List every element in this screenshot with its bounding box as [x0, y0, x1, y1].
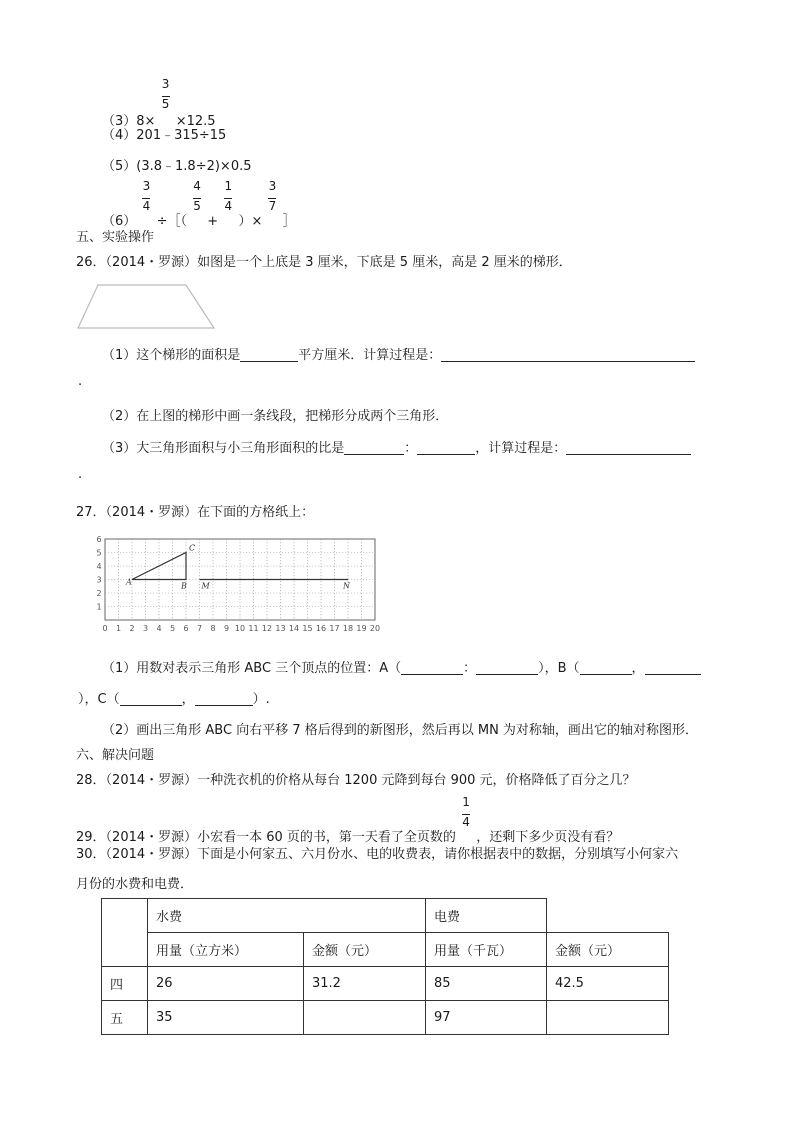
- question-26-part1: （1）这个梯形的面积是 平方厘米．计算过程是：: [102, 344, 695, 363]
- point-label: B: [181, 581, 187, 591]
- point-label: N: [343, 581, 350, 591]
- answer-blank[interactable]: [580, 660, 632, 675]
- fraction: $\frac{1}{4}$: [462, 795, 470, 829]
- point-label: M: [201, 581, 210, 591]
- x-tick-label: 20: [369, 624, 381, 633]
- x-tick-label: 18: [342, 624, 354, 633]
- question-28: 28．（2014・罗源）一种洗衣机的价格从每台 1200 元降到每台 900 元，价格降低了百分之几？: [76, 773, 636, 788]
- answer-blank[interactable]: [417, 440, 475, 455]
- answer-blank[interactable]: [120, 691, 182, 706]
- answer-blank[interactable]: [344, 440, 404, 455]
- punctuation: .: [78, 374, 83, 389]
- question-27-part1: （1）用数对表示三角形 ABC 三个顶点的位置：A（ ： ），B（ ，: [102, 657, 701, 676]
- y-tick-label: 1: [96, 602, 102, 612]
- question-29: 29．（2014・罗源）小宏看一本 60 页的书，第一天看了全页数的 $\frac{1}{4}$ ，还剩下多少页没有看？: [76, 795, 620, 845]
- table-header-row: [102, 933, 669, 967]
- month-cell: 五: [102, 1001, 148, 1035]
- x-tick-label: 10: [234, 624, 246, 633]
- table-row: [102, 1001, 669, 1035]
- answer-blank[interactable]: [240, 347, 298, 362]
- x-tick-label: 4: [156, 624, 162, 633]
- question-26-part2: （2）在上图的梯形中画一条线段，把梯形分成两个三角形．: [102, 409, 449, 424]
- table-cell[interactable]: [547, 1001, 669, 1035]
- question-30-line2: 月份的水费和电费．: [76, 877, 194, 892]
- x-tick-label: 19: [356, 624, 367, 633]
- answer-blank[interactable]: [441, 347, 695, 362]
- x-tick-label: 7: [196, 624, 203, 633]
- section-heading-5: 五、实验操作: [76, 230, 155, 245]
- fee-table: [101, 898, 669, 1035]
- x-tick-label: 14: [288, 624, 300, 633]
- answer-blank[interactable]: [645, 660, 701, 675]
- y-tick-label: 5: [96, 548, 102, 558]
- x-tick-label: 6: [183, 624, 189, 633]
- answer-blank[interactable]: [566, 440, 691, 455]
- answer-blank[interactable]: [195, 691, 253, 706]
- column-header: 金额（元）: [304, 933, 426, 967]
- x-tick-label: 17: [329, 624, 340, 633]
- x-tick-label: 3: [142, 624, 149, 633]
- table-cell: 97: [426, 1001, 547, 1035]
- y-tick-label: 6: [96, 535, 102, 544]
- table-group-row: [102, 899, 669, 933]
- month-cell: 四: [102, 967, 148, 1001]
- section-heading-6: 六、解决问题: [76, 748, 155, 763]
- calc-item-4: （4）201﹣315÷15: [102, 128, 227, 143]
- table-cell[interactable]: [304, 1001, 426, 1035]
- question-27-part2: （2）画出三角形 ABC 向右平移 7 格后得到的新图形，然后再以 MN 为对称轴，画出它的轴对称图形．: [102, 723, 698, 738]
- calc-item-3: （3）8× $\frac{3}{5}$ ×12.5: [102, 77, 216, 129]
- calc-item-5: （5）(3.8﹣1.8÷2)×0.5: [102, 159, 252, 174]
- column-header: 用量（千瓦）: [426, 933, 547, 967]
- answer-blank[interactable]: [401, 660, 463, 675]
- table-corner-cell: [102, 899, 148, 967]
- trapezoid-figure: [74, 282, 219, 332]
- x-tick-label: 5: [169, 624, 176, 633]
- coordinate-grid: [92, 533, 392, 639]
- question-26-stem: 26．（2014・罗源）如图是一个上底是 3 厘米，下底是 5 厘米，高是 2 厘米的梯形．: [76, 255, 572, 270]
- x-tick-label: 12: [261, 624, 273, 633]
- y-tick-label: 3: [96, 575, 102, 585]
- fraction: $\frac{3}{5}$: [161, 77, 170, 111]
- table-cell: 26: [148, 967, 304, 1001]
- table-cell: 35: [148, 1001, 304, 1035]
- water-group-header: 水费: [148, 899, 426, 933]
- x-tick-label: 1: [115, 624, 122, 633]
- elec-group-header: 电费: [426, 899, 547, 933]
- x-tick-label: 13: [275, 624, 286, 633]
- x-tick-label: 15: [302, 624, 313, 633]
- column-header: 金额（元）: [547, 933, 669, 967]
- x-tick-label: 11: [248, 624, 259, 633]
- question-26-part3: （3）大三角形面积与小三角形面积的比是 ： ，计算过程是：: [102, 437, 691, 456]
- x-tick-label: 9: [223, 624, 230, 633]
- x-tick-label: 2: [129, 624, 135, 633]
- answer-blank[interactable]: [476, 660, 538, 675]
- table-cell: 85: [426, 967, 547, 1001]
- x-tick-label: 8: [210, 624, 216, 633]
- table-row: [102, 967, 669, 1001]
- point-label: A: [126, 577, 132, 587]
- table-cell: 31.2: [304, 967, 426, 1001]
- question-27-stem: 27．（2014・罗源）在下面的方格纸上：: [76, 505, 315, 520]
- column-header: 用量（立方米）: [148, 933, 304, 967]
- calc-item-6: （6） $\frac{3}{4}$ ÷［（ $\frac{4}{5}$ + $\frac{1}{4}$ ）× $\frac{3}{7}$ ］: [102, 179, 296, 229]
- question-30-line1: 30．（2014・罗源）下面是小何家五、六月份水、电的收费表，请你根据表中的数据，分别填写小何家六: [76, 847, 679, 862]
- x-tick-label: 0: [102, 624, 108, 633]
- point-label: C: [189, 543, 196, 553]
- punctuation: .: [78, 467, 83, 482]
- y-tick-label: 2: [96, 589, 102, 598]
- question-27-part1-cont: ），C（ ， ）.: [78, 692, 270, 707]
- y-tick-label: 4: [96, 562, 102, 571]
- table-cell: 42.5: [547, 967, 669, 1001]
- x-tick-label: 16: [315, 624, 327, 633]
- empty-header-space: [547, 899, 669, 933]
